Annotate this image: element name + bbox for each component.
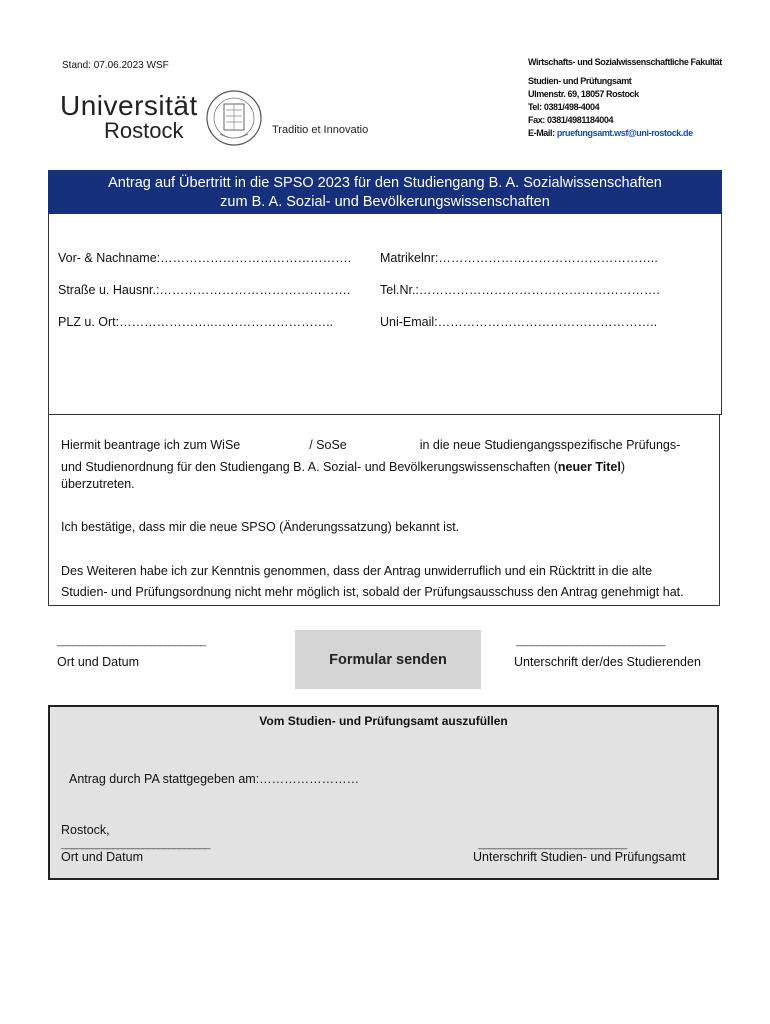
statement-text: in die neue Studiengangsspezifische Prüfungs- (419, 438, 681, 452)
office-street: Ulmenstr. 69, 18057 Rostock (528, 89, 639, 99)
office-email-link[interactable]: pruefungsamt.wsf@uni-rostock.de (556, 128, 693, 138)
university-logo (60, 92, 198, 142)
wise-label: Hiermit beantrage ich zum WiSe (61, 438, 241, 452)
statement-line2-text: und Studienordnung für den Studiengang B. A. Sozial- und Bevölkerungswissenschaften ( (61, 460, 558, 474)
street-field[interactable]: Straße u. Hausnr.:………………………………………. (58, 283, 351, 297)
zip-city-field[interactable]: PLZ u. Ort:…………………..……………………….. (58, 315, 334, 329)
phone-field[interactable]: Tel.Nr.:…………………………………………………. (380, 283, 660, 297)
office-name: Studien- und Prüfungsamt (528, 76, 632, 86)
irrevocable-text-line1: Des Weiteren habe ich zur Kenntnis genommen, dass der Antrag unwiderruflich und ein Rücktritt in die alte (61, 564, 653, 578)
new-title-bold: neuer Titel (557, 460, 621, 474)
office-place-date-label: Ort und Datum (61, 850, 143, 864)
university-motto: Traditio et Innovatio (272, 124, 369, 136)
confirmation-text: Ich bestätige, dass mir die neue SPSO (Änderungssatzung) bekannt ist. (61, 520, 460, 534)
office-use-section (48, 705, 719, 880)
form-title (48, 170, 722, 214)
statement-line2-close: ) (620, 460, 626, 474)
place-date-line[interactable]: _____________________________ (57, 635, 206, 647)
name-field[interactable]: Vor- & Nachname:………………………………………. (58, 251, 352, 265)
office-address (528, 56, 722, 140)
statement-line1 (61, 437, 711, 454)
place-date-label: Ort und Datum (57, 655, 139, 669)
approval-date-field: Antrag durch PA stattgegeben am:…………………… (69, 772, 360, 786)
office-fax: Fax: 0381/4981184004 (528, 115, 614, 125)
office-email-row (528, 127, 722, 140)
matrikel-field[interactable]: Matrikelnr:…………………………………………….. (380, 251, 658, 265)
statement-line2 (61, 459, 711, 476)
sose-label: / SoSe (309, 438, 347, 452)
office-city: Rostock, (61, 823, 110, 837)
student-signature-line[interactable]: _____________________________ (516, 635, 665, 647)
logo-line-university: Universität (60, 90, 198, 121)
email-label: E-Mail: (528, 128, 555, 138)
logo-line-rostock: Rostock (104, 118, 184, 143)
document-date: Stand: 07.06.2023 WSF (62, 60, 169, 71)
faculty-name: Wirtschafts- und Sozialwissenschaftliche Fakultät (528, 57, 722, 67)
student-signature-label: Unterschrift der/des Studierenden (514, 655, 701, 669)
submit-form-button[interactable]: Formular senden (295, 630, 481, 689)
university-seal-icon (206, 90, 262, 146)
statement-line3: überzutreten. (61, 477, 135, 491)
form-title-line2: zum B. A. Sozial- und Bevölkerungswissenschaften (220, 194, 550, 210)
office-signature-label: Unterschrift Studien- und Prüfungsamt (473, 850, 686, 864)
office-use-heading: Vom Studien- und Prüfungsamt auszufüllen (259, 714, 508, 728)
irrevocable-text-line2: Studien- und Prüfungsordnung nicht mehr möglich ist, sobald der Prüfungsausschuss den Antrag genehmigt hat. (61, 585, 684, 599)
office-signature-line: _____________________________ (478, 838, 627, 850)
uni-email-field[interactable]: Uni-Email:…………………………………………….. (380, 315, 658, 329)
form-title-line1: Antrag auf Übertritt in die SPSO 2023 für den Studiengang B. A. Sozialwissenschaften (108, 175, 662, 191)
office-phone: Tel: 0381/498-4004 (528, 102, 600, 112)
office-place-date-line: _____________________________ (61, 838, 210, 850)
